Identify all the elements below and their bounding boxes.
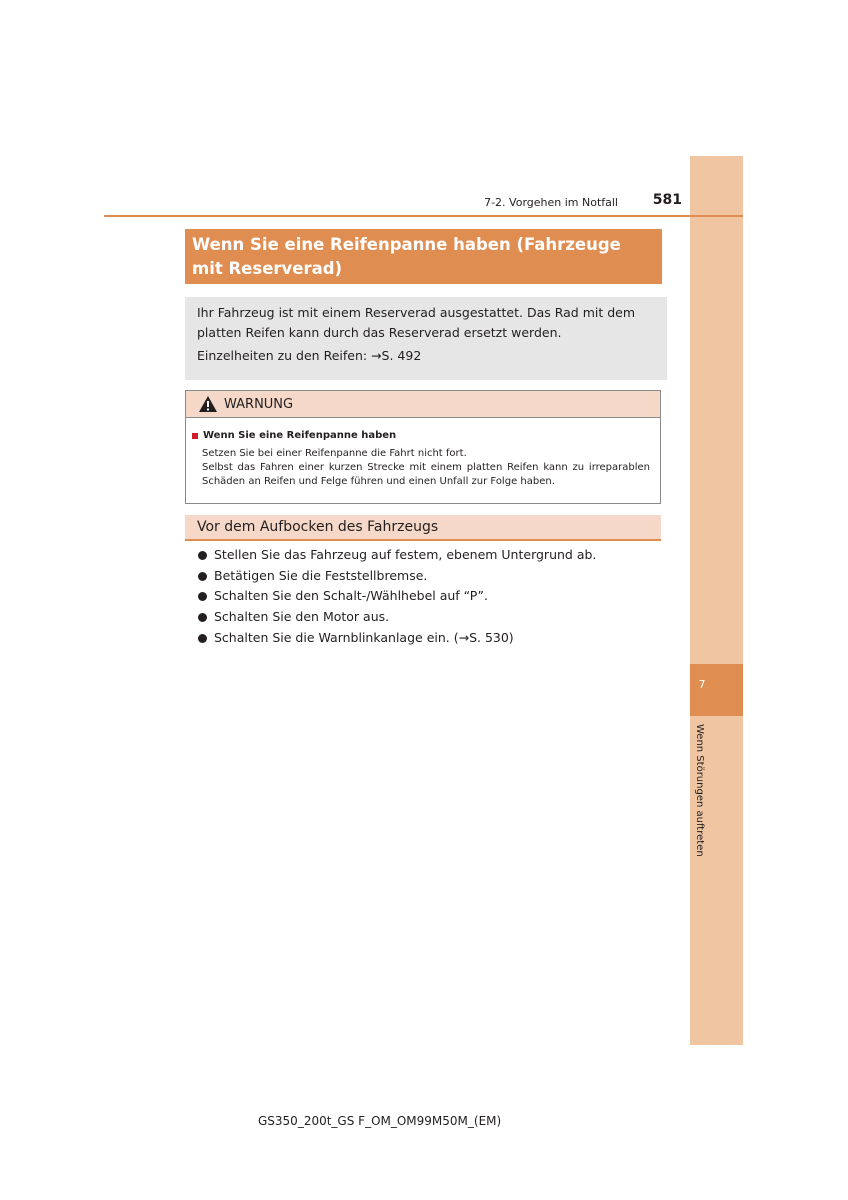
- page-title-text: Wenn Sie eine Reifenpanne haben (Fahrzeuge mit Reserverad): [192, 234, 621, 278]
- list-item-text: Schalten Sie die Warnblinkanlage ein. (→S. 530): [214, 629, 514, 645]
- list-item-text: Stellen Sie das Fahrzeug auf festem, ebenem Untergrund ab.: [214, 547, 597, 562]
- subsection-heading: Vor dem Aufbocken des Fahrzeugs: [185, 515, 661, 541]
- warning-body: [186, 418, 660, 489]
- page-title: [185, 229, 662, 284]
- warning-subheading-text: Wenn Sie eine Reifenpanne haben: [203, 430, 397, 441]
- bullet-icon: [198, 551, 207, 560]
- warning-line-2: Selbst das Fahren einer kurzen Strecke mit einem platten Reifen kann zu irreparablen Schäden an Reifen und Felge führen und einen Unfall zur Folge haben.: [202, 462, 650, 487]
- list-item-text: Schalten Sie den Schalt-/Wählhebel auf “P”.: [214, 588, 488, 604]
- intro-text: Ihr Fahrzeug ist mit einem Reserverad ausgestattet. Das Rad mit dem platten Reifen kann durch das Reserverad ersetzt werden.: [197, 305, 636, 340]
- list-item: [198, 566, 658, 587]
- bullet-icon: [198, 613, 207, 622]
- warning-subheading: [192, 429, 650, 443]
- list-item: [198, 586, 658, 607]
- chapter-side-tab: [690, 156, 743, 1045]
- bullet-icon: [198, 634, 207, 643]
- list-item-text: Betätigen Sie die Feststellbremse.: [214, 567, 428, 583]
- checklist: [198, 545, 658, 648]
- list-item-text: Schalten Sie den Motor aus.: [214, 609, 390, 625]
- warning-label: WARNUNG: [224, 396, 294, 412]
- list-item: [198, 628, 658, 649]
- chapter-title-vertical: Wenn Störungen auftreten: [694, 724, 705, 857]
- warning-triangle-icon: [198, 395, 218, 413]
- intro-reference: Einzelheiten zu den Reifen: →S. 492: [197, 348, 422, 363]
- intro-box: [185, 297, 667, 380]
- page-number: 581: [652, 192, 682, 208]
- warning-text: [192, 447, 650, 489]
- bullet-icon: [198, 592, 207, 601]
- running-header-section: 7-2. Vorgehen im Notfall: [484, 196, 618, 209]
- warning-line-1: Setzen Sie bei einer Reifenpanne die Fahrt nicht fort.: [202, 448, 467, 459]
- list-item: [198, 545, 658, 566]
- list-item: [198, 607, 658, 628]
- document-footer: GS350_200t_GS F_OM_OM99M50M_(EM): [258, 1114, 502, 1128]
- chapter-number: 7: [698, 678, 706, 691]
- red-square-icon: [192, 433, 198, 439]
- warning-box: [185, 390, 661, 504]
- warning-header: [186, 391, 660, 418]
- header-divider: [104, 215, 743, 217]
- bullet-icon: [198, 572, 207, 581]
